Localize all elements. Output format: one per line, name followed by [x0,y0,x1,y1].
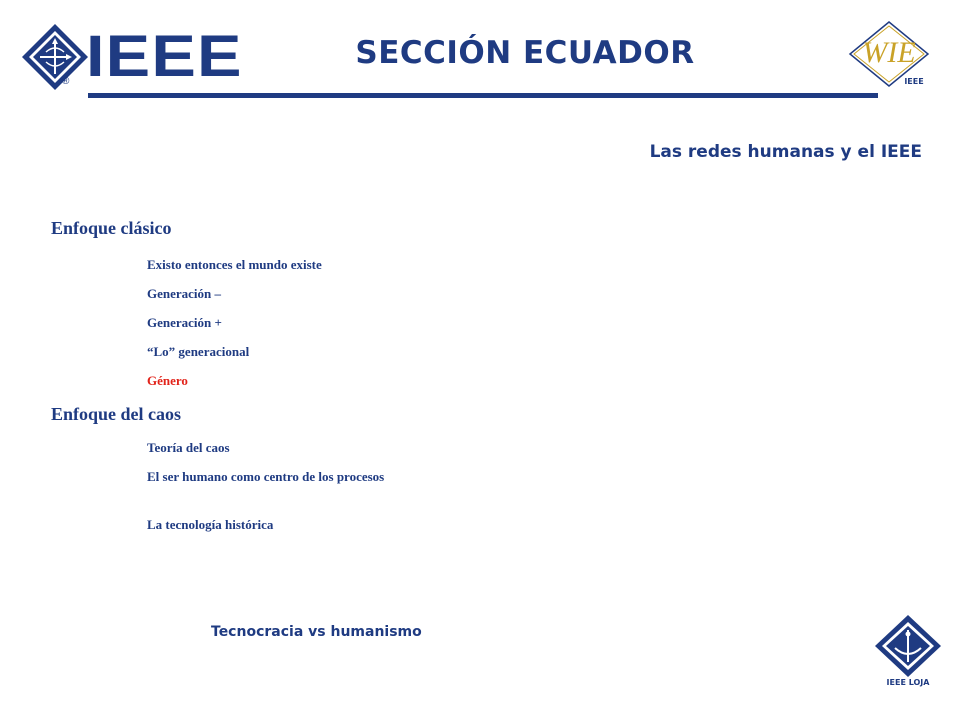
section-heading-chaos: Enfoque del caos [51,404,182,424]
wie-logo-subtext: IEEE [904,77,924,86]
list-item: La tecnología histórica [147,517,274,532]
wie-logo [848,20,930,88]
registered-mark: ® [62,76,70,87]
list-item: Teoría del caos [147,440,230,455]
wie-logo-text: WIE [862,36,916,69]
list-item-highlighted: Género [147,373,188,388]
ieee-diamond-icon [20,22,90,92]
list-item: “Lo” generacional [147,344,250,359]
list-item: El ser humano como centro de los procesos [147,469,385,484]
ieee-logo [20,22,243,92]
ieee-wordmark: IEEE [86,24,243,89]
footer-text: Tecnocracia vs humanismo [211,624,422,640]
ieee-loja-caption: IEEE LOJA [886,678,930,687]
slide-subtitle: Las redes humanas y el IEEE [649,142,922,162]
ieee-loja-diamond-icon [873,614,943,678]
list-item: Existo entonces el mundo existe [147,257,322,272]
title-divider [88,93,878,98]
page-title: SECCIÓN ECUADOR [355,35,695,71]
ieee-loja-logo [873,614,943,692]
section-heading-classic: Enfoque clásico [51,218,172,238]
list-item: Generación – [147,286,222,301]
list-item: Generación + [147,315,222,330]
